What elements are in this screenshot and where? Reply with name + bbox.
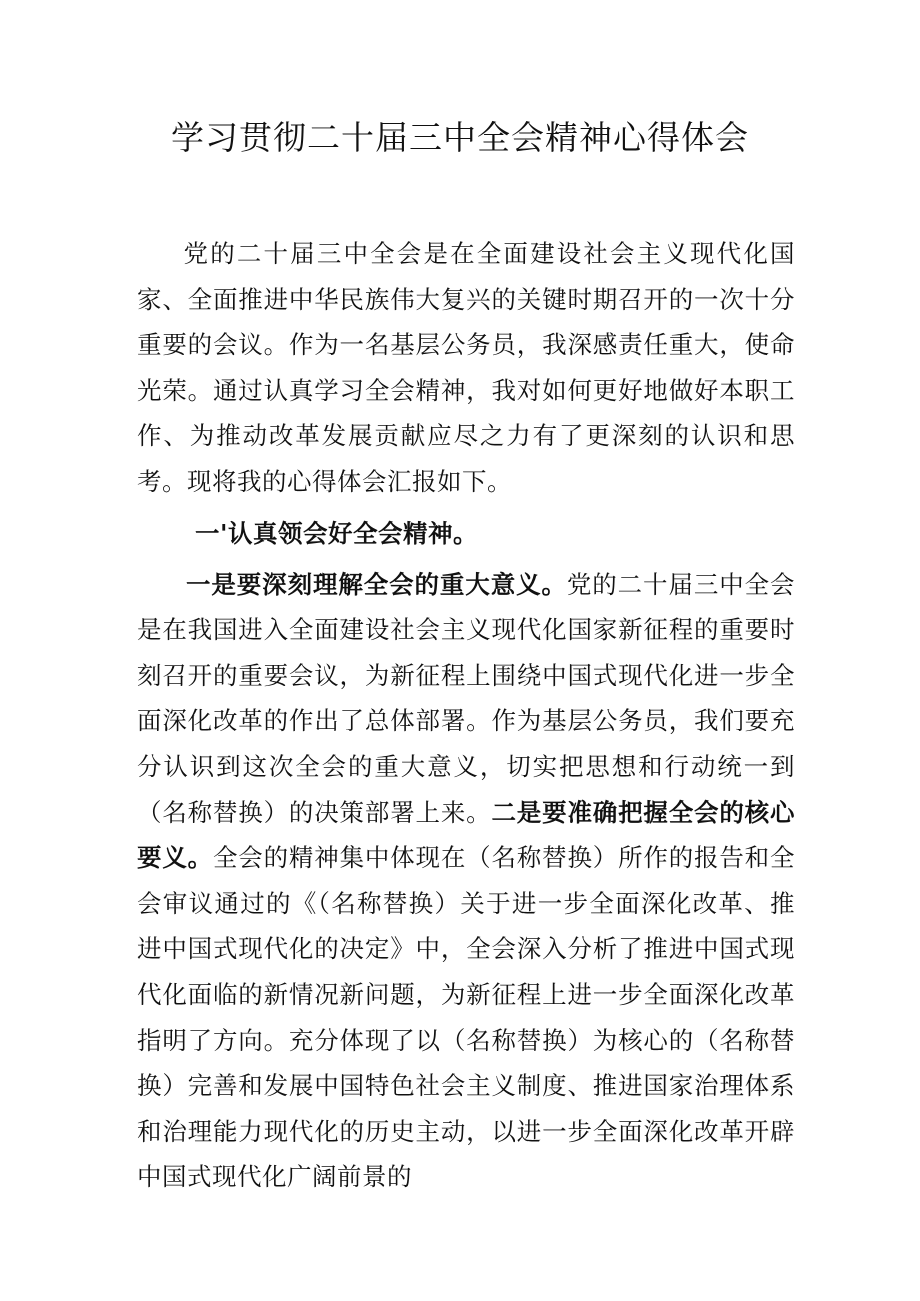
intro-paragraph: 党的二十届三中全会是在全面建设社会主义现代化国家、全面推进中华民族伟大复兴的关键时期召开的一次十分重要的会议。作为一名基层公务员，我深感责任重大，使命光荣。通过认真学习全会精神，我对如何更好地做好本职工作、为推动改革发展贡献应尽之力有了更深刻的认识和思考。现将我的心得体会汇报如下。: [137, 239, 795, 496]
section-1-paragraph: [137, 562, 795, 1200]
point-2-lead: 二是要准确把握全会的核心要义。: [137, 797, 796, 873]
section-heading-1: 一'认真领会好全会精神。: [195, 518, 478, 548]
document-body: [137, 231, 795, 1200]
point-2-body: 全会的精神集中体现在（名称替换）所作的报告和全会审议通过的《（名称替换）关于进一步全面深化改革、推进中国式现代化的决定》中，全会深入分析了推进中国式现代化面临的新情况新问题，为新征程上进一步全面深化改革指明了方向。充分体现了以（名称替换）为核心的（名称替换）完善和发展中国特色社会主义制度、推进国家治理体系和治理能力现代化的历史主动，以进一步全面深化改革开辟中国式现代化广阔前景的: [137, 843, 796, 1192]
document-title: 学习贯彻二十届三中全会精神心得体会: [171, 118, 749, 157]
point-1-lead: 一是要深刻理解全会的重大意义。: [186, 569, 567, 599]
point-1-body: 党的二十届三中全会是在我国进入全面建设社会主义现代化国家新征程的重要时刻召开的重要会议，为新征程上围绕中国式现代化进一步全面深化改革的作出了总体部署。作为基层公务员，我们要充分认识到这次全会的重大意义，切实把思想和行动统一到（名称替换）的决策部署上来。: [137, 569, 796, 827]
